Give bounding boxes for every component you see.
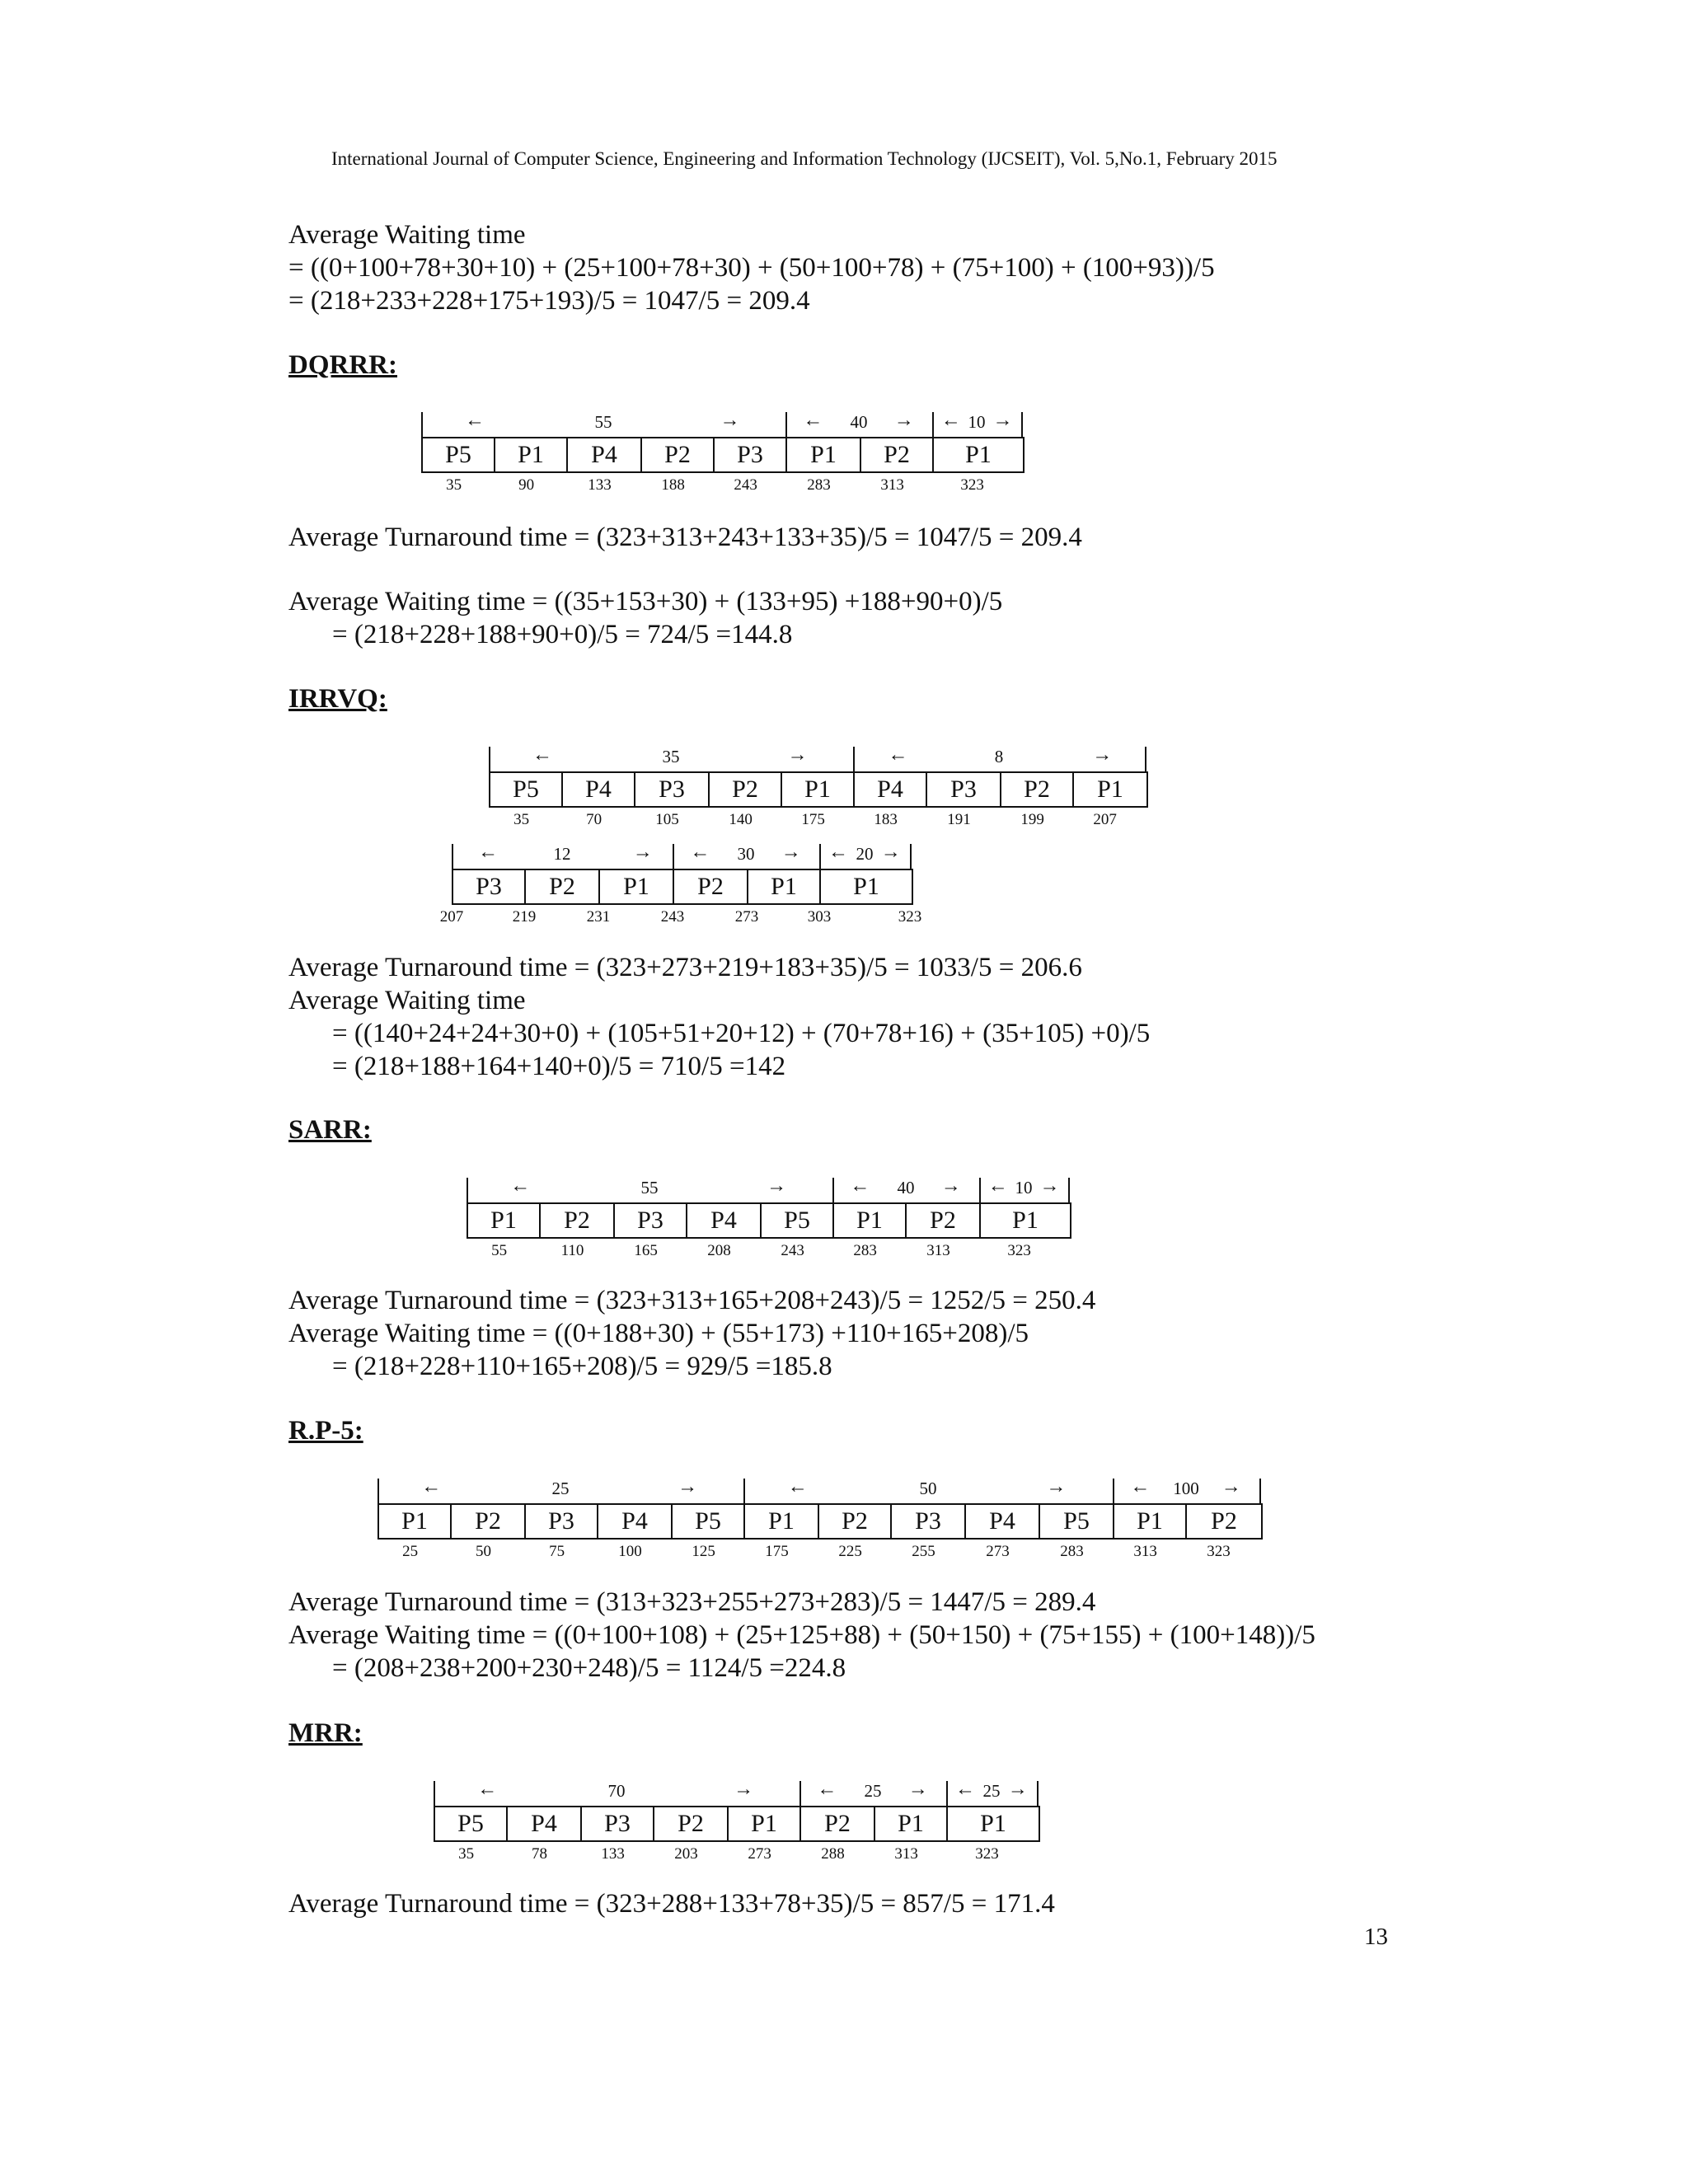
irrvq-b-quantum-divider — [910, 844, 912, 869]
irrvq-a-process-cell: P3 — [635, 773, 710, 806]
dqrrr-quantum-divider — [1021, 412, 1023, 437]
dqrrr-process-cell: P4 — [568, 438, 642, 471]
sarr-time-axis — [467, 1239, 1071, 1262]
sarr-process-cell: P5 — [762, 1204, 834, 1237]
left-arrow-icon: ← — [787, 1476, 808, 1497]
mrr-process-cell: P1 — [875, 1807, 948, 1840]
sarr-turnaround: Average Turnaround time = (323+313+165+208+243)/5 = 1252/5 = 250.4 — [288, 1286, 1096, 1315]
irrvq-b-quantum-segment — [819, 841, 910, 869]
mrr-quantum-divider — [946, 1781, 948, 1806]
mrr-time-tick: 133 — [601, 1845, 625, 1863]
dqrrr-process-cell: P1 — [965, 441, 992, 468]
mrr-time-tick: 203 — [674, 1845, 698, 1863]
rp5-quantum-label: 100 — [1173, 1479, 1199, 1498]
mrr-quantum-divider — [1037, 1781, 1039, 1806]
irrvq-b-process-cell: P1 — [600, 870, 674, 903]
dqrrr-process-cell: P5 — [423, 438, 495, 471]
sarr-time-tick: 283 — [853, 1242, 877, 1259]
right-arrow-icon: → — [781, 841, 801, 863]
right-arrow-icon: → — [678, 1476, 698, 1497]
rp5-process-bar — [377, 1503, 1263, 1540]
rp5-time-tick: 75 — [549, 1543, 565, 1560]
sarr-quantum-segment — [832, 1174, 979, 1202]
left-arrow-icon: ← — [477, 1779, 498, 1800]
rp5-time-tick: 313 — [1133, 1543, 1157, 1560]
right-arrow-icon: → — [907, 1779, 928, 1800]
irrvq-b-process-cell: P1 — [748, 870, 821, 903]
dqrrr-quantum-segment — [785, 409, 932, 437]
dqrrr-process-bar — [421, 437, 1025, 473]
mrr-time-tick: 35 — [458, 1845, 475, 1863]
irrvq-b-time-tick: 323 — [898, 908, 922, 926]
left-arrow-icon: ← — [850, 1175, 870, 1197]
rp5-process-cell: P2 — [452, 1505, 526, 1538]
sarr-time-tick: 313 — [926, 1242, 950, 1259]
left-arrow-icon: ← — [888, 744, 908, 766]
sarr-waiting-line-1: Average Waiting time = ((0+188+30) + (55+173) +110+165+208)/5 — [288, 1319, 1029, 1348]
rp5-time-tick: 100 — [618, 1543, 642, 1560]
dqrrr-process-cell: P3 — [715, 438, 787, 471]
irrvq-gantt-chart-1 — [489, 743, 1148, 831]
sarr-process-cell: P1 — [1012, 1207, 1039, 1234]
dqrrr-waiting-line-1: Average Waiting time = ((35+153+30) + (133+95) +188+90+0)/5 — [288, 587, 1003, 616]
mrr-process-cell: P3 — [582, 1807, 654, 1840]
right-arrow-icon: → — [992, 410, 1013, 431]
dqrrr-time-tick: 313 — [880, 476, 904, 494]
irrvq-a-time-tick: 199 — [1020, 811, 1044, 828]
dqrrr-time-axis — [421, 473, 1025, 496]
left-arrow-icon: ← — [421, 1476, 442, 1497]
mrr-process-cell: P2 — [654, 1807, 729, 1840]
irrvq-a-time-tick: 175 — [801, 811, 825, 828]
rp5-quantum-divider — [377, 1479, 379, 1503]
irrvq-gantt-chart-2 — [439, 841, 922, 928]
rp5-heading: R.P-5: — [288, 1416, 363, 1446]
mrr-quantum-label: 25 — [864, 1781, 882, 1801]
right-arrow-icon: → — [632, 841, 653, 863]
rp5-gantt-chart — [377, 1475, 1263, 1563]
sarr-time-tick: 208 — [707, 1242, 731, 1259]
sarr-quantum-segment — [467, 1174, 832, 1202]
dqrrr-quantum-label: 10 — [968, 412, 986, 432]
dqrrr-time-tick: 243 — [734, 476, 757, 494]
irrvq-b-process-cell: P2 — [674, 870, 748, 903]
mrr-process-cell: P2 — [801, 1807, 875, 1840]
dqrrr-quantum-label: 40 — [850, 412, 868, 432]
irrvq-a-quantum-label: 8 — [994, 747, 1004, 766]
irrvq-a-quantum-label: 35 — [662, 747, 680, 766]
sarr-quantum-divider — [979, 1178, 981, 1202]
dqrrr-process-cell: P2 — [861, 438, 934, 471]
irrvq-b-quantum-label: 30 — [737, 844, 755, 864]
mrr-quantum-segment — [946, 1778, 1037, 1806]
irrvq-b-quantum-divider — [673, 844, 674, 869]
irrvq-b-quantum-divider — [819, 844, 821, 869]
irrvq-waiting-line-2: = (218+188+164+140+0)/5 = 710/5 =142 — [332, 1052, 786, 1081]
right-arrow-icon: → — [940, 1175, 961, 1197]
rp5-process-cell: P3 — [526, 1505, 598, 1538]
irrvq-a-quantum-segment — [489, 743, 853, 771]
left-arrow-icon: ← — [510, 1175, 531, 1197]
page-number: 13 — [1364, 1924, 1388, 1950]
dqrrr-quantum-divider — [421, 412, 423, 437]
rp5-process-cell: P5 — [1040, 1505, 1114, 1538]
rp5-waiting-line-1: Average Waiting time = ((0+100+108) + (25+125+88) + (50+150) + (75+155) + (100+148))/5 — [288, 1620, 1315, 1650]
left-arrow-icon: ← — [817, 1779, 837, 1800]
left-arrow-icon: ← — [690, 841, 710, 863]
rp5-quantum-label: 25 — [551, 1479, 570, 1498]
irrvq-a-process-cell: P1 — [782, 773, 855, 806]
rp5-quantum-divider — [743, 1479, 745, 1503]
rp5-process-cell: P3 — [892, 1505, 966, 1538]
irrvq-a-process-cell: P2 — [710, 773, 782, 806]
irrvq-a-quantum-divider — [1145, 747, 1146, 771]
irrvq-a-time-tick: 207 — [1093, 811, 1117, 828]
rp5-quantum-segment — [1113, 1475, 1259, 1503]
irrvq-b-quantum-label: 12 — [553, 844, 571, 864]
mrr-process-cell: P1 — [980, 1810, 1006, 1837]
right-arrow-icon: → — [1039, 1175, 1060, 1197]
irrvq-a-process-cell: P4 — [563, 773, 635, 806]
rp5-time-tick: 125 — [692, 1543, 715, 1560]
irrvq-b-time-tick: 207 — [439, 908, 464, 926]
irrvq-a-quantum-divider — [489, 747, 490, 771]
sarr-time-tick: 323 — [1007, 1242, 1031, 1259]
irrvq-a-process-cell: P5 — [490, 773, 563, 806]
mrr-gantt-chart — [434, 1778, 1040, 1865]
irrvq-b-time-tick: 303 — [807, 908, 832, 926]
mrr-time-axis — [434, 1842, 1040, 1865]
dqrrr-time-tick: 90 — [518, 476, 535, 494]
irrvq-a-process-cell: P3 — [927, 773, 1001, 806]
irrvq-heading: IRRVQ: — [288, 684, 387, 714]
irrvq-a-time-tick: 183 — [874, 811, 898, 828]
sarr-quantum-label: 55 — [640, 1178, 659, 1197]
rp5-quantum-segment — [743, 1475, 1113, 1503]
irrvq-turnaround: Average Turnaround time = (323+273+219+183+35)/5 = 1033/5 = 206.6 — [288, 953, 1082, 982]
rp5-time-tick: 25 — [402, 1543, 419, 1560]
rp5-quantum-divider — [1113, 1479, 1114, 1503]
right-arrow-icon: → — [880, 841, 901, 863]
mrr-time-tick: 313 — [894, 1845, 918, 1863]
irrvq-b-quantum-divider — [452, 844, 453, 869]
dqrrr-process-cell: P1 — [495, 438, 568, 471]
sarr-gantt-chart — [467, 1174, 1071, 1262]
irrvq-b-time-tick: 273 — [734, 908, 759, 926]
irrvq-b-time-tick: 243 — [660, 908, 685, 926]
rp5-turnaround: Average Turnaround time = (313+323+255+273+283)/5 = 1447/5 = 289.4 — [288, 1587, 1096, 1617]
mrr-time-tick: 78 — [532, 1845, 547, 1863]
left-arrow-icon: ← — [987, 1175, 1008, 1197]
rp5-time-tick: 50 — [476, 1543, 491, 1560]
rp5-quantum-label: 50 — [919, 1479, 937, 1498]
rp5-waiting-line-2: = (208+238+200+230+248)/5 = 1124/5 =224.8 — [332, 1653, 846, 1683]
left-arrow-icon: ← — [1130, 1476, 1151, 1497]
rp5-time-axis — [377, 1540, 1263, 1563]
rp5-quantum-row — [377, 1475, 1263, 1503]
irrvq-b-quantum-row — [452, 841, 913, 869]
sarr-time-tick: 55 — [491, 1242, 508, 1259]
mrr-time-tick: 323 — [975, 1845, 999, 1863]
rp5-quantum-divider — [1259, 1479, 1261, 1503]
intro-line-2: = ((0+100+78+30+10) + (25+100+78+30) + (50+100+78) + (75+100) + (100+93))/5 — [288, 253, 1215, 283]
sarr-process-cell: P4 — [687, 1204, 762, 1237]
mrr-process-cell: P1 — [729, 1807, 801, 1840]
sarr-quantum-row — [467, 1174, 1071, 1202]
dqrrr-turnaround: Average Turnaround time = (323+313+243+133+35)/5 = 1047/5 = 209.4 — [288, 523, 1082, 552]
rp5-process-cell: P1 — [379, 1505, 452, 1538]
mrr-process-cell: P4 — [508, 1807, 582, 1840]
rp5-time-tick: 273 — [986, 1543, 1010, 1560]
rp5-process-cell: P5 — [673, 1505, 745, 1538]
rp5-time-tick: 225 — [838, 1543, 862, 1560]
right-arrow-icon: → — [787, 744, 808, 766]
irrvq-b-time-tick: 231 — [586, 908, 611, 926]
dqrrr-process-cell: P1 — [787, 438, 861, 471]
rp5-time-tick: 323 — [1207, 1543, 1231, 1560]
left-arrow-icon: ← — [828, 841, 848, 863]
sarr-quantum-segment — [979, 1174, 1068, 1202]
irrvq-a-quantum-divider — [853, 747, 855, 771]
mrr-quantum-row — [434, 1778, 1040, 1806]
sarr-process-bar — [467, 1202, 1071, 1239]
mrr-heading: MRR: — [288, 1718, 363, 1748]
irrvq-a-process-cell: P4 — [855, 773, 927, 806]
intro-line-1: Average Waiting time — [288, 220, 526, 250]
right-arrow-icon: → — [734, 1779, 754, 1800]
sarr-process-cell: P2 — [907, 1204, 981, 1237]
rp5-process-cell: P4 — [598, 1505, 673, 1538]
irrvq-waiting-line-1: = ((140+24+24+30+0) + (105+51+20+12) + (70+78+16) + (35+105) +0)/5 — [332, 1019, 1151, 1048]
right-arrow-icon: → — [1221, 1476, 1241, 1497]
sarr-time-tick: 243 — [781, 1242, 804, 1259]
dqrrr-quantum-divider — [932, 412, 934, 437]
intro-line-3: = (218+233+228+175+193)/5 = 1047/5 = 209.4 — [288, 286, 810, 316]
rp5-time-tick: 255 — [912, 1543, 935, 1560]
right-arrow-icon: → — [1007, 1779, 1028, 1800]
dqrrr-quantum-segment — [932, 409, 1021, 437]
irrvq-b-process-bar — [452, 869, 913, 905]
right-arrow-icon: → — [1046, 1476, 1067, 1497]
sarr-waiting-line-2: = (218+228+110+165+208)/5 = 929/5 =185.8 — [332, 1352, 832, 1381]
left-arrow-icon: ← — [465, 410, 485, 431]
mrr-quantum-label: 25 — [982, 1781, 1001, 1801]
mrr-time-tick: 288 — [821, 1845, 845, 1863]
mrr-turnaround: Average Turnaround time = (323+288+133+78+35)/5 = 857/5 = 171.4 — [288, 1889, 1055, 1919]
mrr-quantum-divider — [434, 1781, 435, 1806]
dqrrr-time-tick: 323 — [960, 476, 984, 494]
sarr-heading: SARR: — [288, 1115, 372, 1145]
rp5-time-tick: 283 — [1060, 1543, 1084, 1560]
rp5-process-cell: P4 — [966, 1505, 1040, 1538]
left-arrow-icon: ← — [478, 841, 499, 863]
dqrrr-time-tick: 133 — [588, 476, 612, 494]
mrr-process-cell: P5 — [435, 1807, 508, 1840]
dqrrr-waiting-line-2: = (218+228+188+90+0)/5 = 724/5 =144.8 — [332, 620, 793, 649]
mrr-quantum-label: 70 — [607, 1781, 626, 1801]
sarr-quantum-divider — [832, 1178, 834, 1202]
mrr-process-bar — [434, 1806, 1040, 1842]
irrvq-b-quantum-label: 20 — [856, 844, 874, 864]
irrvq-b-process-cell: P2 — [526, 870, 600, 903]
dqrrr-gantt-chart — [421, 409, 1025, 496]
rp5-process-cell: P2 — [1211, 1507, 1237, 1535]
dqrrr-quantum-segment — [421, 409, 785, 437]
irrvq-b-time-axis — [439, 905, 922, 928]
dqrrr-process-cell: P2 — [642, 438, 715, 471]
rp5-quantum-segment — [377, 1475, 743, 1503]
irrvq-b-quantum-segment — [673, 841, 819, 869]
mrr-quantum-segment — [434, 1778, 799, 1806]
right-arrow-icon: → — [1092, 744, 1113, 766]
sarr-process-cell: P3 — [615, 1204, 687, 1237]
irrvq-b-process-cell: P3 — [453, 870, 526, 903]
sarr-quantum-label: 10 — [1015, 1178, 1033, 1197]
irrvq-a-time-tick: 191 — [947, 811, 971, 828]
dqrrr-quantum-label: 55 — [594, 412, 612, 432]
irrvq-a-time-tick: 35 — [513, 811, 530, 828]
irrvq-b-process-cell: P1 — [853, 873, 879, 900]
irrvq-a-quantum-row — [489, 743, 1148, 771]
rp5-process-cell: P1 — [745, 1505, 819, 1538]
irrvq-a-time-tick: 105 — [655, 811, 679, 828]
sarr-quantum-divider — [467, 1178, 468, 1202]
sarr-process-cell: P1 — [834, 1204, 907, 1237]
dqrrr-time-tick: 35 — [446, 476, 462, 494]
irrvq-waiting-label: Average Waiting time — [288, 986, 526, 1015]
irrvq-a-process-cell: P2 — [1001, 773, 1074, 806]
left-arrow-icon: ← — [532, 744, 553, 766]
sarr-quantum-divider — [1068, 1178, 1070, 1202]
dqrrr-quantum-divider — [785, 412, 787, 437]
sarr-time-tick: 110 — [560, 1242, 584, 1259]
irrvq-b-time-tick: 219 — [512, 908, 537, 926]
rp5-process-cell: P2 — [819, 1505, 892, 1538]
rp5-process-cell: P1 — [1114, 1505, 1187, 1538]
dqrrr-heading: DQRRR: — [288, 350, 397, 380]
mrr-time-tick: 273 — [748, 1845, 771, 1863]
irrvq-a-process-bar — [489, 771, 1148, 808]
right-arrow-icon: → — [767, 1175, 787, 1197]
right-arrow-icon: → — [893, 410, 914, 431]
irrvq-a-time-tick: 70 — [586, 811, 603, 828]
rp5-time-tick: 175 — [765, 1543, 789, 1560]
right-arrow-icon: → — [720, 410, 740, 431]
left-arrow-icon: ← — [940, 410, 961, 431]
left-arrow-icon: ← — [955, 1779, 975, 1800]
irrvq-a-time-axis — [489, 808, 1148, 831]
dqrrr-time-tick: 188 — [661, 476, 685, 494]
sarr-process-cell: P2 — [541, 1204, 615, 1237]
dqrrr-quantum-row — [421, 409, 1025, 437]
mrr-quantum-divider — [799, 1781, 801, 1806]
sarr-quantum-label: 40 — [897, 1178, 915, 1197]
irrvq-a-process-cell: P1 — [1097, 776, 1123, 803]
left-arrow-icon: ← — [803, 410, 823, 431]
sarr-time-tick: 165 — [634, 1242, 658, 1259]
irrvq-a-quantum-segment — [853, 743, 1145, 771]
running-header: International Journal of Computer Science, Engineering and Information Technology (IJCSEIT), Vol. 5,No.1, February 2015 — [331, 148, 1278, 169]
irrvq-a-time-tick: 140 — [729, 811, 753, 828]
mrr-quantum-segment — [799, 1778, 946, 1806]
dqrrr-time-tick: 283 — [807, 476, 831, 494]
sarr-process-cell: P1 — [468, 1204, 541, 1237]
irrvq-b-quantum-segment — [452, 841, 673, 869]
